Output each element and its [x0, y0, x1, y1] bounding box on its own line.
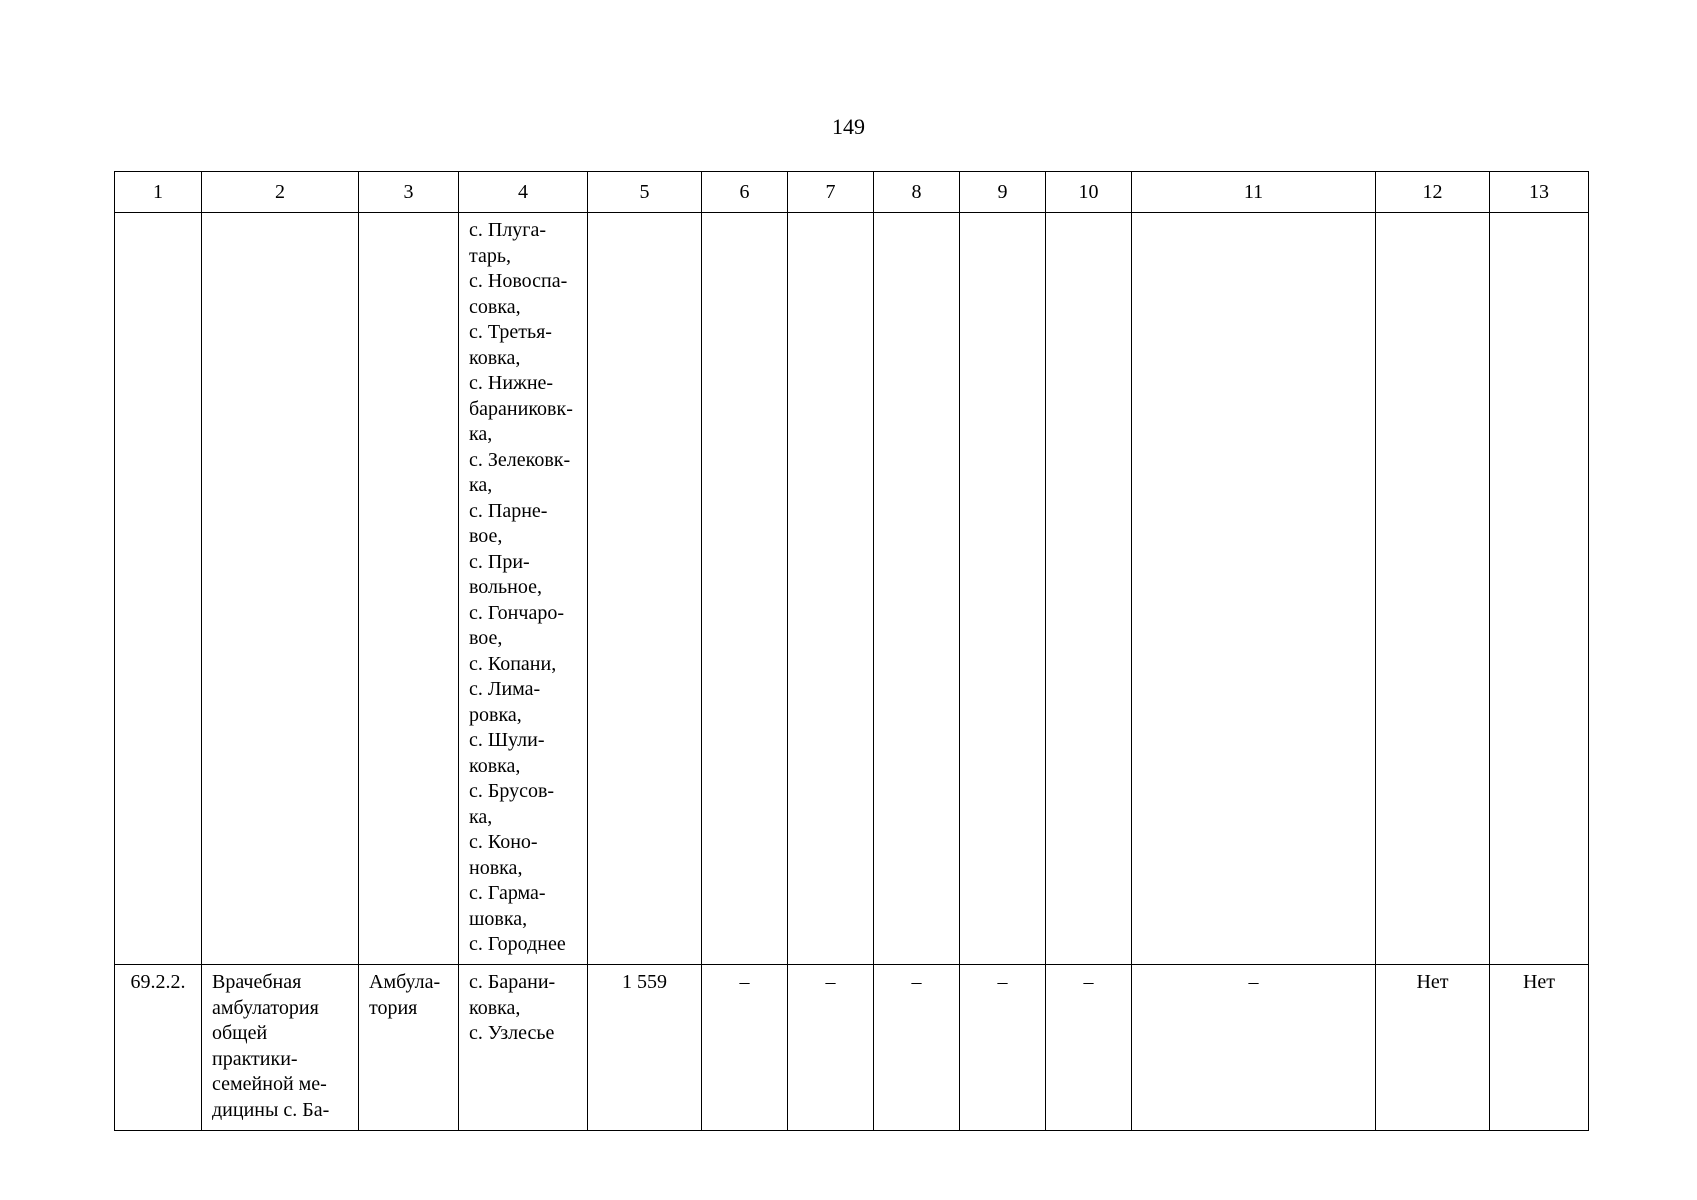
text-line: вое, — [469, 525, 503, 547]
text-line: амбулатория — [212, 996, 319, 1019]
text-line: с. Плуга- — [469, 219, 547, 241]
dash-value: – — [1248, 971, 1259, 993]
table-cell — [788, 213, 874, 965]
text-line: с. Городнее — [469, 933, 566, 955]
text-line: с. Коно- — [469, 831, 538, 853]
text-line: с. Брусов- — [469, 780, 555, 802]
column-header-4: 4 — [459, 172, 588, 213]
text-line: совка, — [469, 295, 521, 318]
table-row-continuation — [115, 213, 1589, 965]
dash-value: – — [911, 971, 922, 993]
column-header-1: 1 — [115, 172, 202, 213]
table-cell — [874, 213, 960, 965]
row-number-cell — [115, 965, 202, 1131]
value-cell-8 — [874, 965, 960, 1131]
value-cell-9 — [960, 965, 1046, 1131]
text-line: ковка, — [469, 996, 521, 1019]
value-cell-11 — [1132, 965, 1376, 1131]
page-number: 149 — [832, 114, 865, 139]
value-cell-13 — [1490, 965, 1589, 1131]
text-line: с. Новоспа- — [469, 270, 568, 292]
text-line: новка, — [469, 856, 523, 879]
table-cell — [1132, 213, 1376, 965]
column-header-2: 2 — [202, 172, 359, 213]
text-line: вольное, — [469, 576, 542, 598]
facility-name-cell — [202, 965, 359, 1131]
column-header-7: 7 — [788, 172, 874, 213]
column-header-8: 8 — [874, 172, 960, 213]
text-line: ка, — [469, 805, 493, 828]
dash-value: – — [1083, 971, 1094, 993]
data-table — [114, 171, 1589, 1131]
dash-value: – — [825, 971, 836, 993]
settlements-list — [459, 965, 587, 1047]
column-header-12: 12 — [1376, 172, 1490, 213]
text-line: общей — [212, 1022, 268, 1044]
text-line: с. При- — [469, 550, 530, 573]
text-line: с. Шули- — [469, 729, 545, 751]
text-line: дицины с. Ба- — [212, 1098, 330, 1121]
table-cell — [588, 213, 702, 965]
text-line: ровка, — [469, 703, 522, 726]
settlements-list — [459, 213, 587, 958]
text-line: с. Третья- — [469, 321, 552, 343]
text-line: вое, — [469, 627, 503, 649]
text-line: с. Гончаро- — [469, 601, 564, 624]
column-header-13: 13 — [1490, 172, 1589, 213]
column-header-11: 11 — [1132, 172, 1376, 213]
table-row-69-2-2 — [115, 965, 1589, 1131]
table-cell — [1376, 213, 1490, 965]
answer-value: Нет — [1416, 971, 1449, 993]
table-cell — [359, 213, 459, 965]
dash-value: – — [739, 971, 750, 993]
text-line: с. Лима- — [469, 678, 541, 700]
text-line: Врачебная — [212, 971, 302, 993]
text-line: ка, — [469, 474, 493, 496]
text-line: Амбула- — [369, 971, 441, 993]
row-number: 69.2.2. — [130, 971, 186, 993]
value-cell-10 — [1046, 965, 1132, 1131]
answer-value: Нет — [1522, 971, 1556, 993]
table-cell — [960, 213, 1046, 965]
text-line: с. Парне- — [469, 499, 548, 522]
value-cell-5 — [588, 965, 702, 1131]
dash-value: – — [997, 971, 1008, 993]
table-cell — [115, 213, 202, 965]
text-line: с. Зелековк- — [469, 448, 571, 471]
column-header-10: 10 — [1046, 172, 1132, 213]
text-line: ковка, — [469, 346, 521, 369]
text-line: тория — [369, 996, 418, 1019]
column-header-5: 5 — [588, 172, 702, 213]
facility-type — [359, 965, 458, 1021]
text-line: с. Узлесье — [469, 1022, 555, 1044]
column-header-6: 6 — [702, 172, 788, 213]
settlements-cell — [459, 965, 588, 1131]
table-cell — [202, 213, 359, 965]
text-line: тарь, — [469, 244, 511, 267]
text-line: ковка, — [469, 754, 521, 777]
text-line: ка, — [469, 423, 493, 445]
text-line: практики- — [212, 1047, 298, 1070]
table-cell — [702, 213, 788, 965]
population-value: 1 559 — [622, 971, 667, 993]
text-line: с. Гарма- — [469, 882, 546, 904]
table-cell — [1046, 213, 1132, 965]
text-line: бараниковк- — [469, 397, 573, 420]
text-line: шовка, — [469, 907, 528, 930]
value-cell-12 — [1376, 965, 1490, 1131]
value-cell-6 — [702, 965, 788, 1131]
text-line: с. Копани, — [469, 652, 557, 675]
column-header-9: 9 — [960, 172, 1046, 213]
text-line: с. Нижне- — [469, 372, 554, 394]
text-line: семейной ме- — [212, 1073, 327, 1095]
value-cell-7 — [788, 965, 874, 1131]
header-row — [115, 172, 1589, 213]
column-header-3: 3 — [359, 172, 459, 213]
facility-name — [202, 965, 358, 1123]
table-cell — [1490, 213, 1589, 965]
settlements-cell — [459, 213, 588, 965]
facility-type-cell — [359, 965, 459, 1131]
text-line: с. Барани- — [469, 971, 556, 993]
